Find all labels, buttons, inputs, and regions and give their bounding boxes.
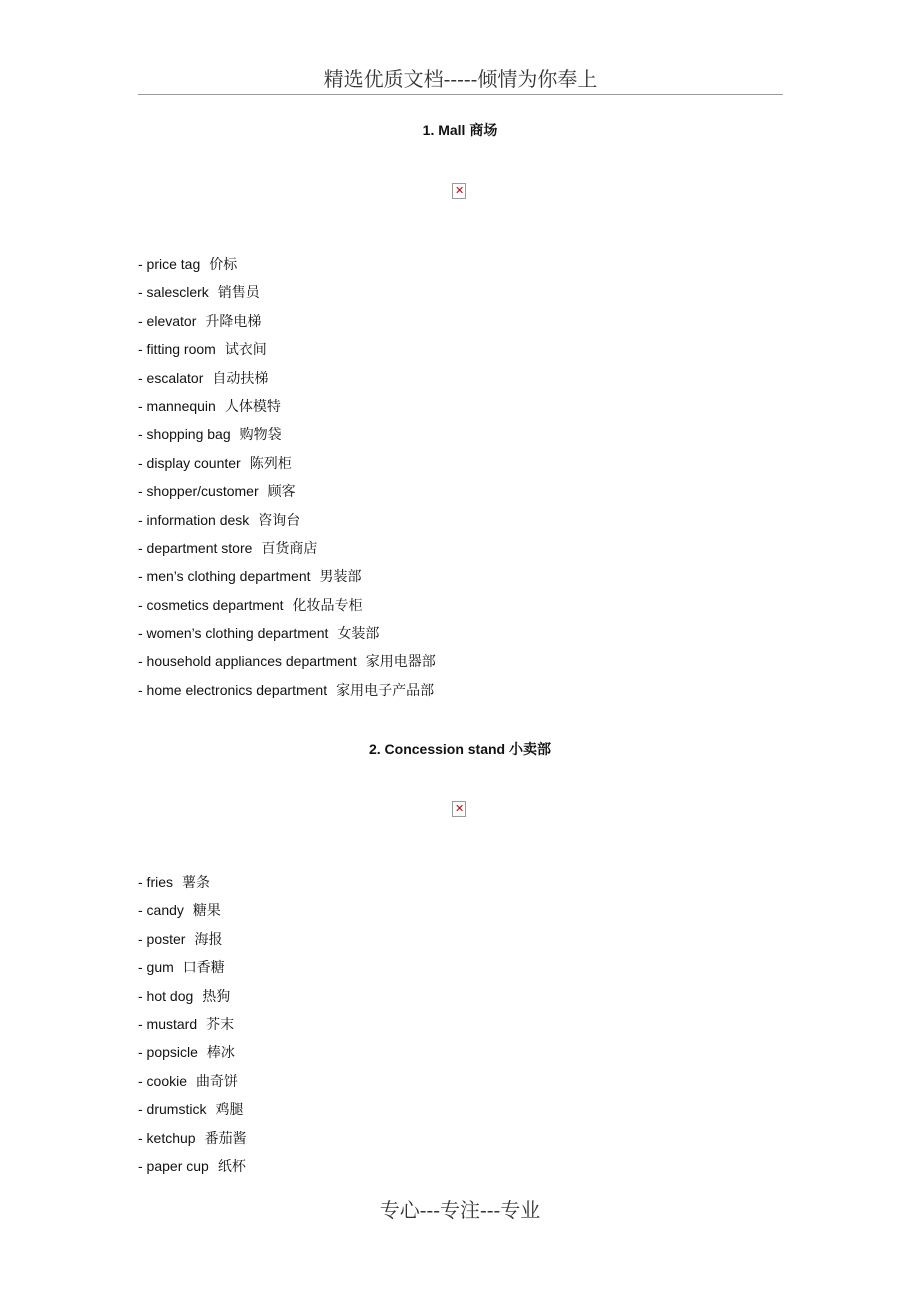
term-english: - elevator [138, 312, 197, 329]
term-chinese: 糖果 [192, 902, 221, 919]
list-item [138, 1124, 247, 1152]
list-item [138, 534, 436, 562]
term-english: - men’s clothing department [138, 568, 311, 585]
list-item [138, 562, 436, 590]
list-item [138, 250, 436, 278]
term-english: - shopping bag [138, 426, 231, 443]
term-english: - shopper/customer [138, 483, 259, 500]
list-item [138, 1152, 247, 1180]
section-title-mall: 1. Mall 商场 [422, 122, 498, 138]
broken-image-icon: ✕ [452, 801, 466, 817]
page-footer: 专心---专注---专业 [379, 1198, 541, 1222]
list-item [138, 335, 436, 363]
list-item [138, 449, 436, 477]
term-chinese: 自动扶梯 [212, 369, 269, 386]
term-chinese: 化妆品专柜 [292, 596, 363, 613]
term-english: - women’s clothing department [138, 625, 329, 642]
term-english: - poster [138, 930, 186, 947]
term-chinese: 曲奇饼 [196, 1072, 239, 1089]
term-chinese: 芥末 [206, 1015, 235, 1032]
term-chinese: 家用电器部 [365, 653, 436, 670]
term-chinese: 女装部 [337, 625, 380, 642]
list-item [138, 1095, 247, 1123]
list-item [138, 392, 436, 420]
term-english: - drumstick [138, 1101, 207, 1118]
term-chinese: 试衣间 [224, 341, 267, 358]
list-item [138, 506, 436, 534]
term-english: - salesclerk [138, 284, 209, 301]
term-chinese: 顾客 [267, 483, 296, 500]
list-item [138, 982, 247, 1010]
term-chinese: 棒冰 [206, 1044, 235, 1061]
term-chinese: 陈列柜 [249, 454, 292, 471]
section-title-concession: 2. Concession stand 小卖部 [368, 741, 552, 757]
term-english: - household appliances department [138, 653, 357, 670]
term-english: - cookie [138, 1072, 188, 1089]
list-item [138, 1010, 247, 1038]
term-chinese: 销售员 [217, 284, 260, 301]
term-english: - mannequin [138, 397, 216, 414]
term-english: - home electronics department [138, 681, 328, 698]
list-item [138, 591, 436, 619]
term-english: - display counter [138, 454, 241, 471]
term-chinese: 鸡腿 [215, 1101, 244, 1118]
list-item [138, 953, 247, 981]
term-english: - department store [138, 539, 253, 556]
list-item [138, 676, 436, 704]
list-item [138, 278, 436, 306]
term-english: - price tag [138, 256, 201, 272]
list-item [138, 477, 436, 505]
term-chinese: 口香糖 [182, 959, 225, 976]
page-header: 精选优质文档-----倾情为你奉上 [138, 64, 783, 95]
term-english: - mustard [138, 1015, 198, 1032]
term-chinese: 升降电梯 [205, 312, 262, 329]
term-english: - candy [138, 902, 184, 919]
list-item [138, 307, 436, 335]
term-chinese: 热狗 [202, 987, 231, 1004]
term-english: - ketchup [138, 1129, 196, 1146]
term-english: - paper cup [138, 1157, 209, 1174]
list-item [138, 420, 436, 448]
list-item [138, 1038, 247, 1066]
list-item [138, 619, 436, 647]
term-english: - hot dog [138, 987, 194, 1004]
term-chinese: 家用电子产品部 [336, 681, 435, 698]
term-english: - information desk [138, 511, 250, 528]
list-item [138, 364, 436, 392]
term-english: - gum [138, 959, 174, 976]
term-chinese: 番茄酱 [204, 1129, 247, 1146]
term-chinese: 购物袋 [239, 426, 282, 443]
list-item [138, 896, 247, 924]
term-chinese: 百货商店 [261, 539, 318, 556]
term-chinese: 价标 [209, 256, 238, 272]
vocab-list-concession [138, 868, 247, 1180]
term-english: - fries [138, 874, 173, 890]
term-english: - cosmetics department [138, 596, 284, 613]
term-english: - popsicle [138, 1044, 198, 1061]
list-item [138, 925, 247, 953]
vocab-list-mall [138, 250, 436, 704]
term-chinese: 纸杯 [217, 1157, 246, 1174]
term-chinese: 咨询台 [258, 511, 301, 528]
term-english: - escalator [138, 369, 204, 386]
list-item [138, 868, 247, 896]
broken-image-icon: ✕ [452, 183, 466, 199]
term-chinese: 海报 [194, 930, 223, 947]
list-item [138, 647, 436, 675]
term-chinese: 薯条 [182, 874, 210, 890]
term-english: - fitting room [138, 341, 216, 358]
term-chinese: 人体模特 [224, 397, 281, 414]
term-chinese: 男装部 [319, 568, 362, 585]
list-item [138, 1067, 247, 1095]
